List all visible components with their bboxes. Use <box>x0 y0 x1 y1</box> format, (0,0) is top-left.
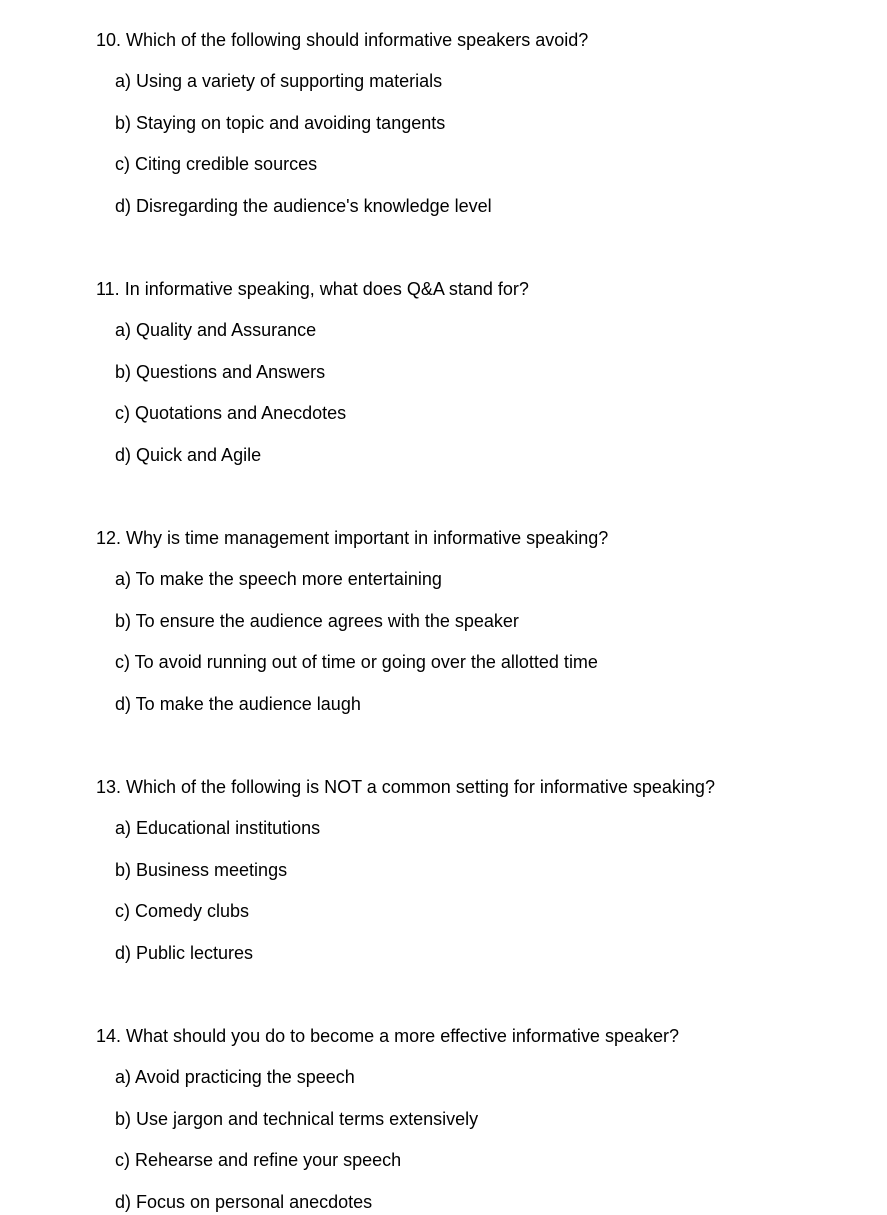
option-b: b) Staying on topic and avoiding tangents <box>115 113 446 133</box>
option-a: a) To make the speech more entertaining <box>115 569 442 589</box>
option-c: c) Citing credible sources <box>115 154 318 174</box>
question-text: 13. Which of the following is NOT a common setting for informative speaking? <box>96 777 715 797</box>
question-text: 11. In informative speaking, what does Q&A stand for? <box>96 279 529 299</box>
option-b: b) Business meetings <box>115 860 288 880</box>
question-text: 10. Which of the following should informative speakers avoid? <box>96 30 589 50</box>
option-c: c) Rehearse and refine your speech <box>115 1150 402 1170</box>
option-c: c) Comedy clubs <box>115 901 250 921</box>
option-d: d) Public lectures <box>115 943 254 963</box>
option-b: b) To ensure the audience agrees with the speaker <box>115 611 519 631</box>
option-a: a) Educational institutions <box>115 818 321 838</box>
option-c: c) To avoid running out of time or going over the allotted time <box>115 652 598 672</box>
option-d: d) Quick and Agile <box>115 445 262 465</box>
option-d: d) Disregarding the audience's knowledge level <box>115 196 492 216</box>
option-d: d) Focus on personal anecdotes <box>115 1192 373 1212</box>
option-b: b) Questions and Answers <box>115 362 326 382</box>
option-a: a) Avoid practicing the speech <box>115 1067 355 1087</box>
option-c: c) Quotations and Anecdotes <box>115 403 347 423</box>
option-d: d) To make the audience laugh <box>115 694 361 714</box>
question-text: 12. Why is time management important in informative speaking? <box>96 528 609 548</box>
option-a: a) Quality and Assurance <box>115 320 317 340</box>
option-b: b) Use jargon and technical terms extensively <box>115 1109 479 1129</box>
question-text: 14. What should you do to become a more effective informative speaker? <box>96 1026 679 1046</box>
option-a: a) Using a variety of supporting materials <box>115 71 443 91</box>
